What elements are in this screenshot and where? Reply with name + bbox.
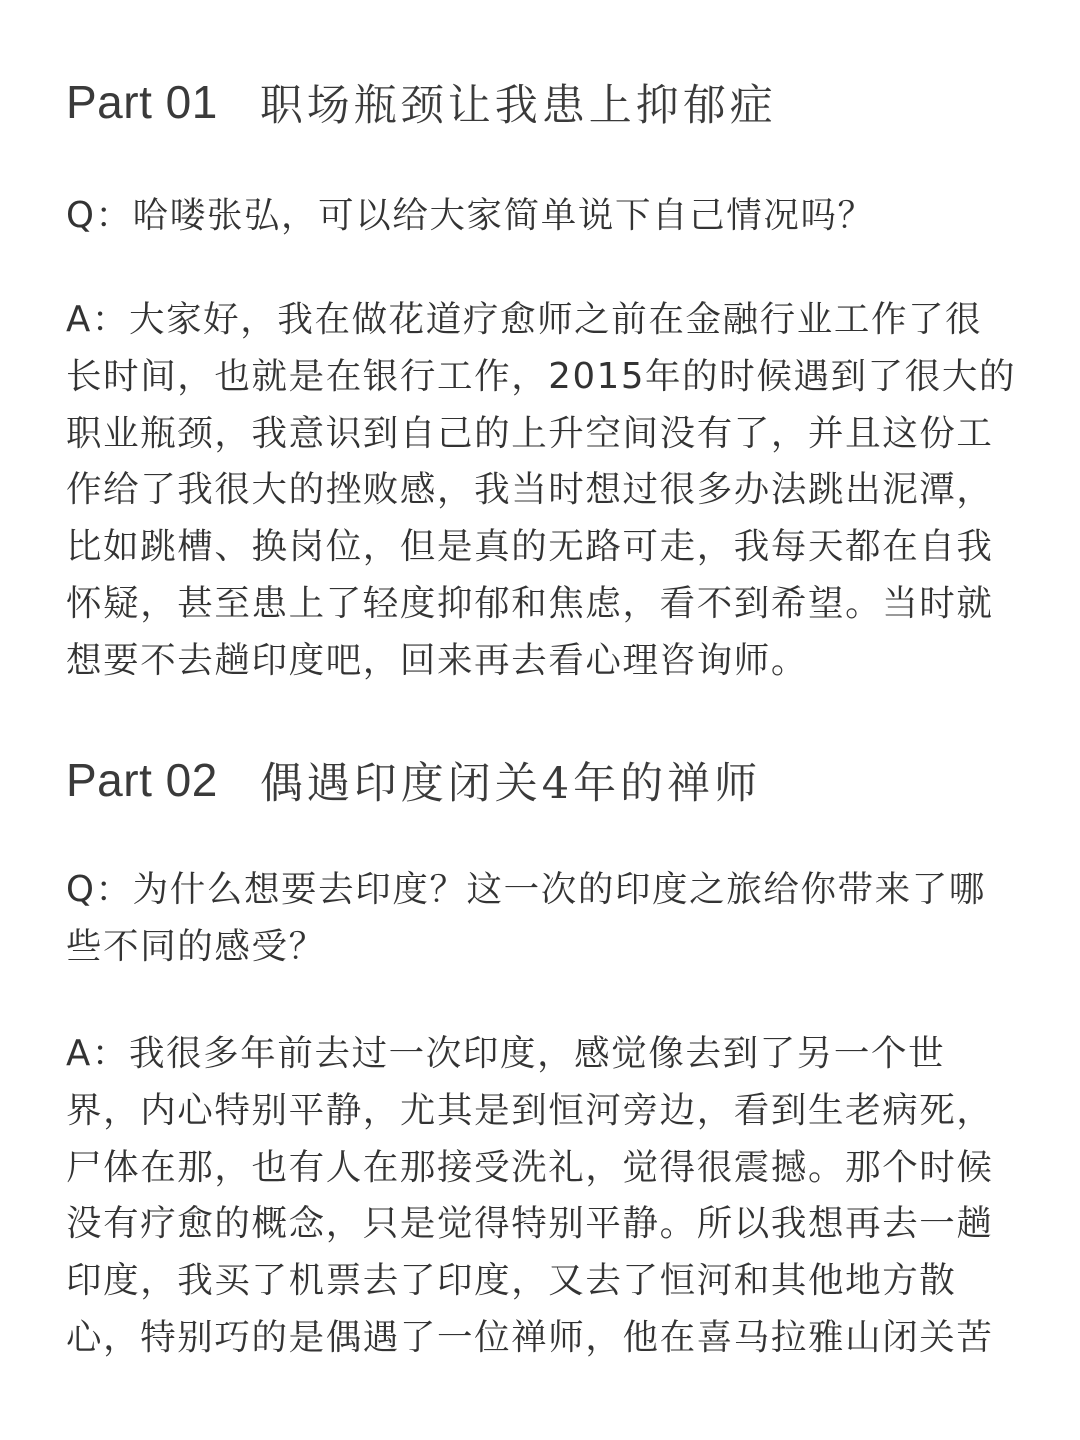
answer-paragraph: A：大家好，我在做花道疗愈师之前在金融行业工作了很长时间，也就是在银行工作，2015年的时候遇到了很大的职业瓶颈，我意识到自己的上升空间没有了，并且这份工作给了我很大的挫败感，我当时想过很多办法跳出泥潭，比如跳槽、换岗位，但是真的无路可走，我每天都在自我怀疑，甚至患上了轻度抑郁和焦虑，看不到希望。当时就想要不去趟印度吧，回来再去看心理咨询师。 — [66, 299, 1017, 681]
section-heading-part-02 — [66, 750, 761, 810]
answer-paragraph: A：我很多年前去过一次印度，感觉像去到了另一个世界，内心特别平静，尤其是到恒河旁边，看到生老病死，尸体在那，也有人在那接受洗礼，觉得很震撼。那个时候没有疗愈的概念，只是觉得特别平静。所以我想再去一趟印度，我买了机票去了印度，又去了恒河和其他地方散心，特别巧的是偶遇了一位禅师，他在喜马拉雅山闭关苦 — [66, 1033, 994, 1358]
part-number: Part 01 — [66, 76, 218, 128]
question-paragraph: Q：哈喽张弘，可以给大家简单说下自己情况吗？ — [66, 195, 875, 236]
question-paragraph: Q：为什么想要去印度？这一次的印度之旅给你带来了哪些不同的感受？ — [66, 869, 986, 967]
part-number: Part 02 — [66, 754, 218, 806]
section-heading-part-01 — [66, 72, 777, 132]
part-title: 偶遇印度闭关4年的禅师 — [259, 758, 762, 809]
part-title: 职场瓶颈让我患上抑郁症 — [259, 80, 777, 131]
